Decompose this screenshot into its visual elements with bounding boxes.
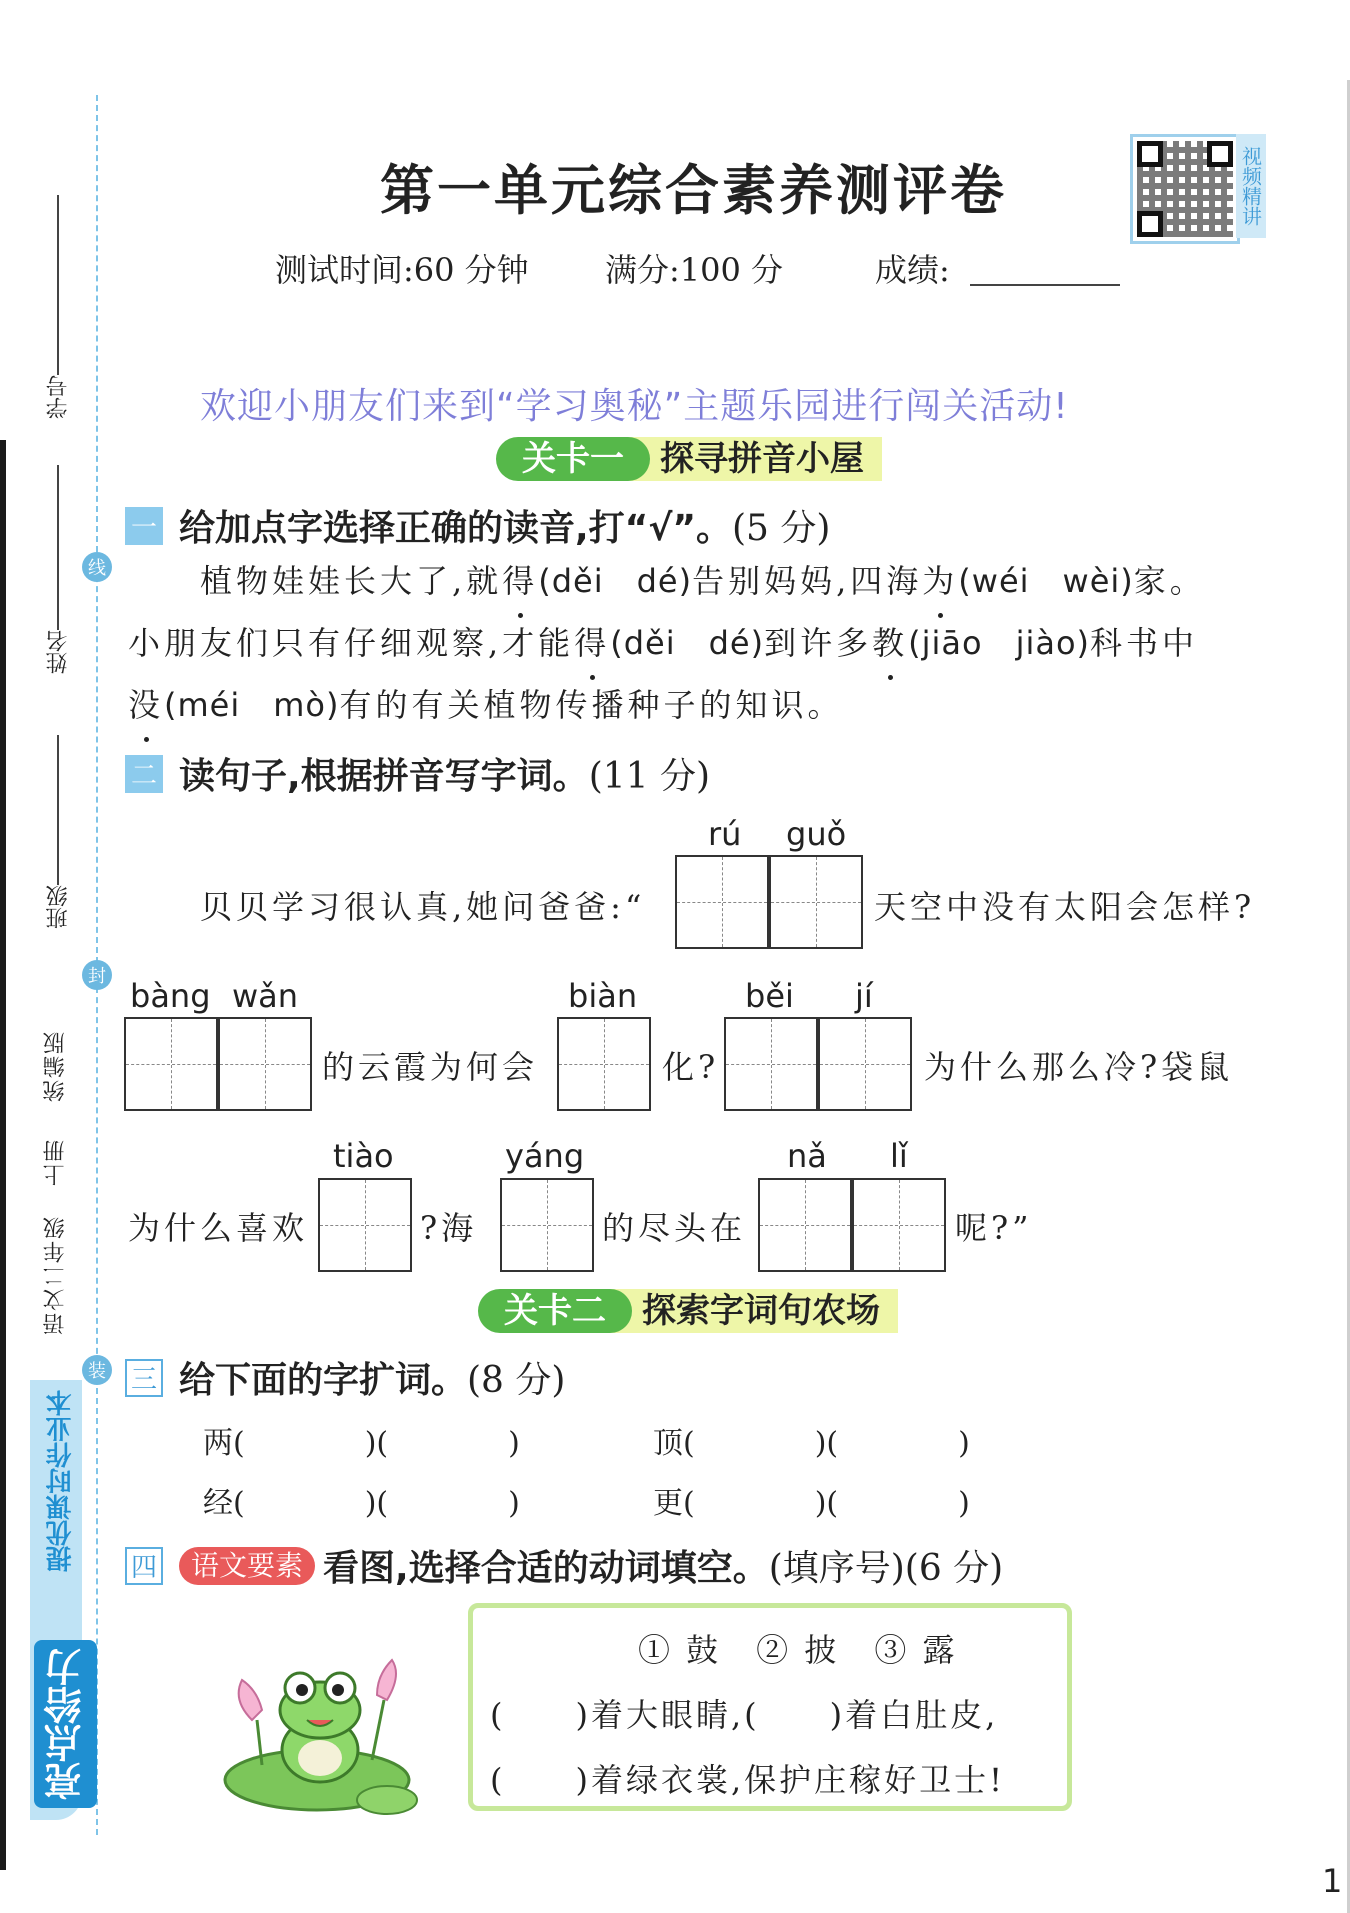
q1-pinyin-choice[interactable]: (wéi wèi) (958, 562, 1134, 600)
q2-text: 天空中没有太阳会怎样? (874, 888, 1256, 926)
edition-label: 统编版 (43, 1030, 68, 1102)
qr-video-label: 视频精讲 (1236, 134, 1266, 238)
score-label: 成绩: (875, 251, 950, 289)
gate-1-banner (496, 436, 882, 482)
binding-mark-bind: 装 (82, 1355, 112, 1385)
literacy-element-tag: 语文要素 (179, 1547, 315, 1585)
tianzige-box[interactable] (500, 1178, 594, 1272)
gate-2-pill: 关卡二 (478, 1289, 632, 1333)
tianzige-box[interactable] (769, 855, 863, 949)
q1-text: 有的有关植物传播种子的知识。 (339, 686, 844, 724)
field-class-line (57, 735, 59, 885)
qr-finder (1137, 211, 1163, 237)
word-expand-item[interactable]: 更( )( ) (653, 1486, 970, 1521)
gate-1-name: 探寻拼音小屋 (624, 437, 882, 481)
page-title: 第一单元综合素养测评卷 (380, 158, 1007, 222)
full-score: 满分:100 分 (605, 251, 784, 289)
q2-text: 化? (662, 1048, 720, 1086)
question-2-number: 二 (125, 755, 163, 793)
q1-text: 告别妈妈,四海 (692, 562, 923, 600)
tianzige-box[interactable] (675, 855, 769, 949)
question-3-number: 三 (125, 1359, 163, 1397)
q1-dotted-char: 得 (574, 612, 610, 674)
field-student-id[interactable] (38, 195, 78, 419)
question-2-title: 读句子,根据拼音写字词。 (179, 756, 589, 797)
question-1-number: 一 (125, 507, 163, 545)
tianzige-box[interactable] (724, 1017, 818, 1111)
field-student-id-line (57, 195, 59, 375)
pinyin-label: biàn (568, 977, 638, 1015)
question-3-points: (8 分) (467, 1360, 566, 1401)
question-3-title: 给下面的字扩词。 (179, 1360, 468, 1401)
word-expand-item[interactable]: 经( )( ) (203, 1486, 520, 1521)
page-number: 1 (1322, 1862, 1343, 1900)
q1-line-1 (200, 550, 1206, 612)
field-class-label: 班级 (45, 885, 71, 929)
test-time: 测试时间:60 分钟 (275, 251, 529, 289)
q4-fill-line-2[interactable]: ( )着绿衣裳,保护庄稼好卫士! (490, 1761, 1006, 1799)
q1-line-3 (128, 674, 844, 736)
question-4-heading (125, 1540, 1003, 1591)
q2-text: 贝贝学习很认真,她问爸爸:“ (200, 888, 646, 926)
q2-text: 为什么喜欢 (128, 1209, 309, 1247)
question-1-heading (125, 500, 830, 551)
field-name[interactable] (38, 465, 78, 674)
q1-dotted-char: 没 (128, 674, 164, 736)
q1-dotted-char: 教 (872, 612, 908, 674)
field-student-id-label: 学号 (45, 375, 71, 419)
qr-finder (1207, 141, 1233, 167)
frog-on-lily-pad-illustration (212, 1640, 422, 1820)
tianzige-box[interactable] (557, 1017, 651, 1111)
binding-mark-line: 线 (82, 552, 112, 582)
series-name: 提优课时作业本 (46, 1390, 76, 1572)
question-4-title: 看图,选择合适的动词填空。 (323, 1548, 769, 1589)
pinyin-label: lǐ (890, 1137, 908, 1175)
q1-pinyin-choice[interactable]: (méi mò) (164, 686, 340, 724)
field-name-label: 姓名 (45, 630, 71, 674)
qr-finder (1137, 141, 1163, 167)
verb-options: ① 鼓 ② 披 ③ 露 (638, 1631, 958, 1669)
q2-text: 的尽头在 (602, 1209, 747, 1247)
q1-text: 科书中 (1090, 624, 1199, 662)
tianzige-box[interactable] (218, 1017, 312, 1111)
score-input-line[interactable] (970, 284, 1120, 286)
question-1-points: (5 分) (732, 508, 831, 549)
word-expand-item[interactable]: 两( )( ) (203, 1426, 520, 1461)
gate-2-banner (478, 1288, 898, 1334)
q1-text: 小朋友们只有仔细观察,才能 (128, 624, 575, 662)
grade-label: 语文二年级 (43, 1215, 68, 1335)
pinyin-label: bàng (130, 977, 211, 1015)
q1-text: 家。 (1133, 562, 1206, 600)
pinyin-label: běi (745, 977, 794, 1015)
question-2-points: (11 分) (588, 756, 711, 797)
question-2-heading (125, 748, 710, 799)
q1-pinyin-choice[interactable]: (jiāo jiào) (908, 624, 1091, 662)
q1-line-2 (128, 612, 1198, 674)
tianzige-box[interactable] (318, 1178, 412, 1272)
scan-edge (0, 440, 6, 1870)
tianzige-box[interactable] (758, 1178, 852, 1272)
q1-text: 植物娃娃长大了,就 (200, 562, 503, 600)
pinyin-label: guǒ (786, 815, 847, 853)
tianzige-box[interactable] (124, 1017, 218, 1111)
q2-text: ?海 (420, 1209, 478, 1247)
brand-logo: 亮点给力 (34, 1640, 97, 1808)
q1-text: 到许多 (764, 624, 873, 662)
question-4-points: (填序号)(6 分) (768, 1548, 1004, 1589)
word-expand-item[interactable]: 顶( )( ) (653, 1426, 970, 1461)
pinyin-label: rú (708, 815, 742, 853)
q1-pinyin-choice[interactable]: (děi dé) (538, 562, 693, 600)
volume-label: 上册 (43, 1138, 68, 1186)
q2-text: 为什么那么冷?袋鼠 (924, 1048, 1234, 1086)
pinyin-label: nǎ (787, 1137, 827, 1175)
field-class[interactable] (38, 735, 78, 929)
q1-pinyin-choice[interactable]: (děi dé) (610, 624, 765, 662)
q1-dotted-char: 得 (502, 550, 538, 612)
tianzige-box[interactable] (852, 1178, 946, 1272)
q2-text: 呢?” (955, 1209, 1033, 1247)
field-name-line (57, 465, 59, 630)
pinyin-label: yáng (505, 1137, 585, 1175)
gate-1-pill: 关卡一 (496, 437, 650, 481)
pinyin-label: tiào (333, 1137, 394, 1175)
q4-fill-line-1[interactable]: ( )着大眼睛,( )着白肚皮, (490, 1696, 999, 1734)
question-1-title: 给加点字选择正确的读音,打“√”。 (179, 508, 733, 549)
tianzige-box[interactable] (818, 1017, 912, 1111)
q2-text: 的云霞为何会 (322, 1048, 539, 1086)
pinyin-label: wǎn (232, 977, 299, 1015)
question-3-heading (125, 1352, 565, 1403)
gate-2-name: 探索字词句农场 (606, 1289, 898, 1333)
welcome-banner: 欢迎小朋友们来到“学习奥秘”主题乐园进行闯关活动! (200, 386, 1069, 427)
qr-code-icon[interactable] (1130, 134, 1240, 244)
pinyin-label: jí (855, 977, 873, 1015)
q1-dotted-char: 为 (922, 550, 958, 612)
binding-mark-seal: 封 (82, 960, 112, 990)
question-4-number: 四 (125, 1547, 163, 1585)
